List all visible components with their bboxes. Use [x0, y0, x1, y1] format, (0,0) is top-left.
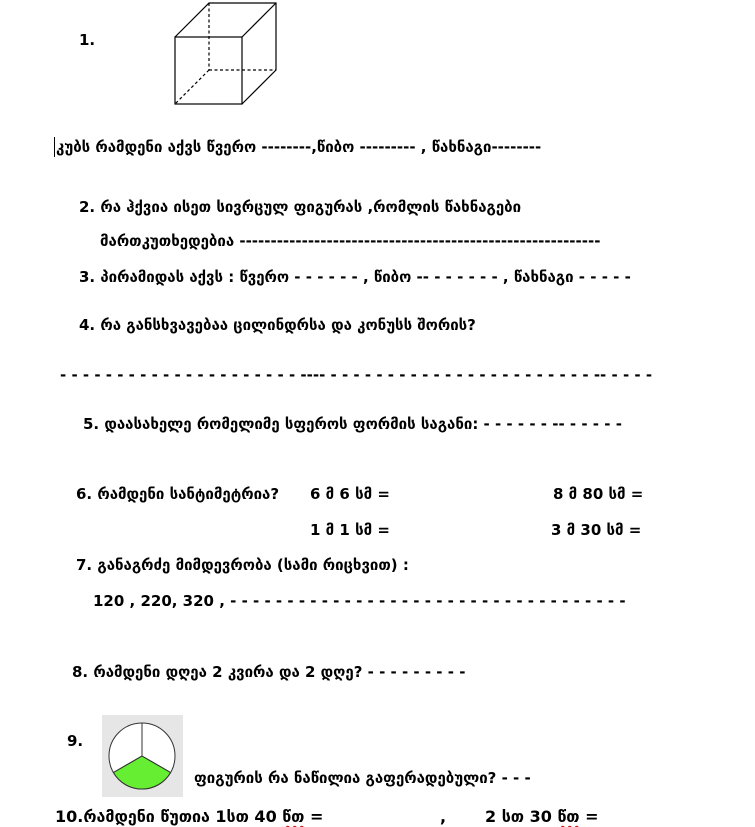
question-6-item-2: 1 მ 1 სმ = — [310, 521, 390, 539]
cube-top-right-edge — [242, 3, 276, 37]
question-2-line-1: 2. რა ჰქვია ისეთ სივრცულ ფიგურას ,რომლის წახნაგები — [79, 198, 522, 216]
question-10-part-2 — [485, 807, 599, 826]
question-1-number: 1. — [79, 31, 96, 49]
question-6-item-3: 8 მ 80 სმ = — [553, 485, 644, 503]
question-1-text: კუბს რამდენი აქვს წვერო --------,წიბო --------- , წახნაგი-------- — [56, 138, 542, 156]
question-3-text: 3. პირამიდას აქვს : წვერო - - - - - - , წიბო -- - - - - - - , წახნაგი - - - - - — [79, 268, 631, 286]
text-cursor — [54, 137, 55, 157]
question-10-unit-1: წთ — [282, 807, 305, 826]
question-9-text: ფიგურის რა ნაწილია გაფერადებული? - - - — [194, 769, 531, 787]
question-10-eq-2: = — [579, 807, 599, 826]
question-9-number: 9. — [67, 732, 84, 750]
question-10-prefix: 10.რამდენი წუთია 1სთ 40 — [55, 807, 283, 826]
question-4-text: 4. რა განსხვავებაა ცილინდრსა და კონუსს შორის? — [79, 316, 476, 334]
question-10-prefix-2: 2 სთ 30 — [485, 807, 558, 826]
question-10-unit-2: წთ — [557, 807, 580, 826]
question-7-text: 7. განაგრძე მიმდევრობა (სამი რიცხვით) : — [76, 556, 409, 574]
question-10-comma: , — [440, 807, 447, 826]
question-6-item-4: 3 მ 30 სმ = — [551, 521, 642, 539]
question-5-text: 5. დაასახელე რომელიმე სფეროს ფორმის საგანი: - - - - - - -- - - - - - — [83, 415, 622, 433]
pie-chart-figure — [102, 715, 183, 797]
question-10-eq-1: = — [304, 807, 324, 826]
question-6-label: 6. რამდენი სანტიმეტრია? — [76, 485, 280, 503]
question-10-text — [55, 807, 323, 826]
cube-figure — [172, 0, 280, 108]
question-6-item-1: 6 მ 6 სმ = — [310, 485, 390, 503]
question-2-line-2: მართკუთხედებია ---------------------------------------------------------- — [100, 232, 601, 250]
question-8-text: 8. რამდენი დღეა 2 კვირა და 2 დღე? - - - - - - - - - — [72, 663, 466, 681]
question-4-answer-line: - - - - - - - - - - - - - - - - - - - - - ---- - - - - - - - - - - - - - - - - - - - - - - - -- - - - - — [60, 366, 653, 384]
question-7-sequence: 120 , 220, 320 , - - - - - - - - - - - - - - - - - - - - - - - - - - - - - - - - - - - — [93, 592, 626, 610]
